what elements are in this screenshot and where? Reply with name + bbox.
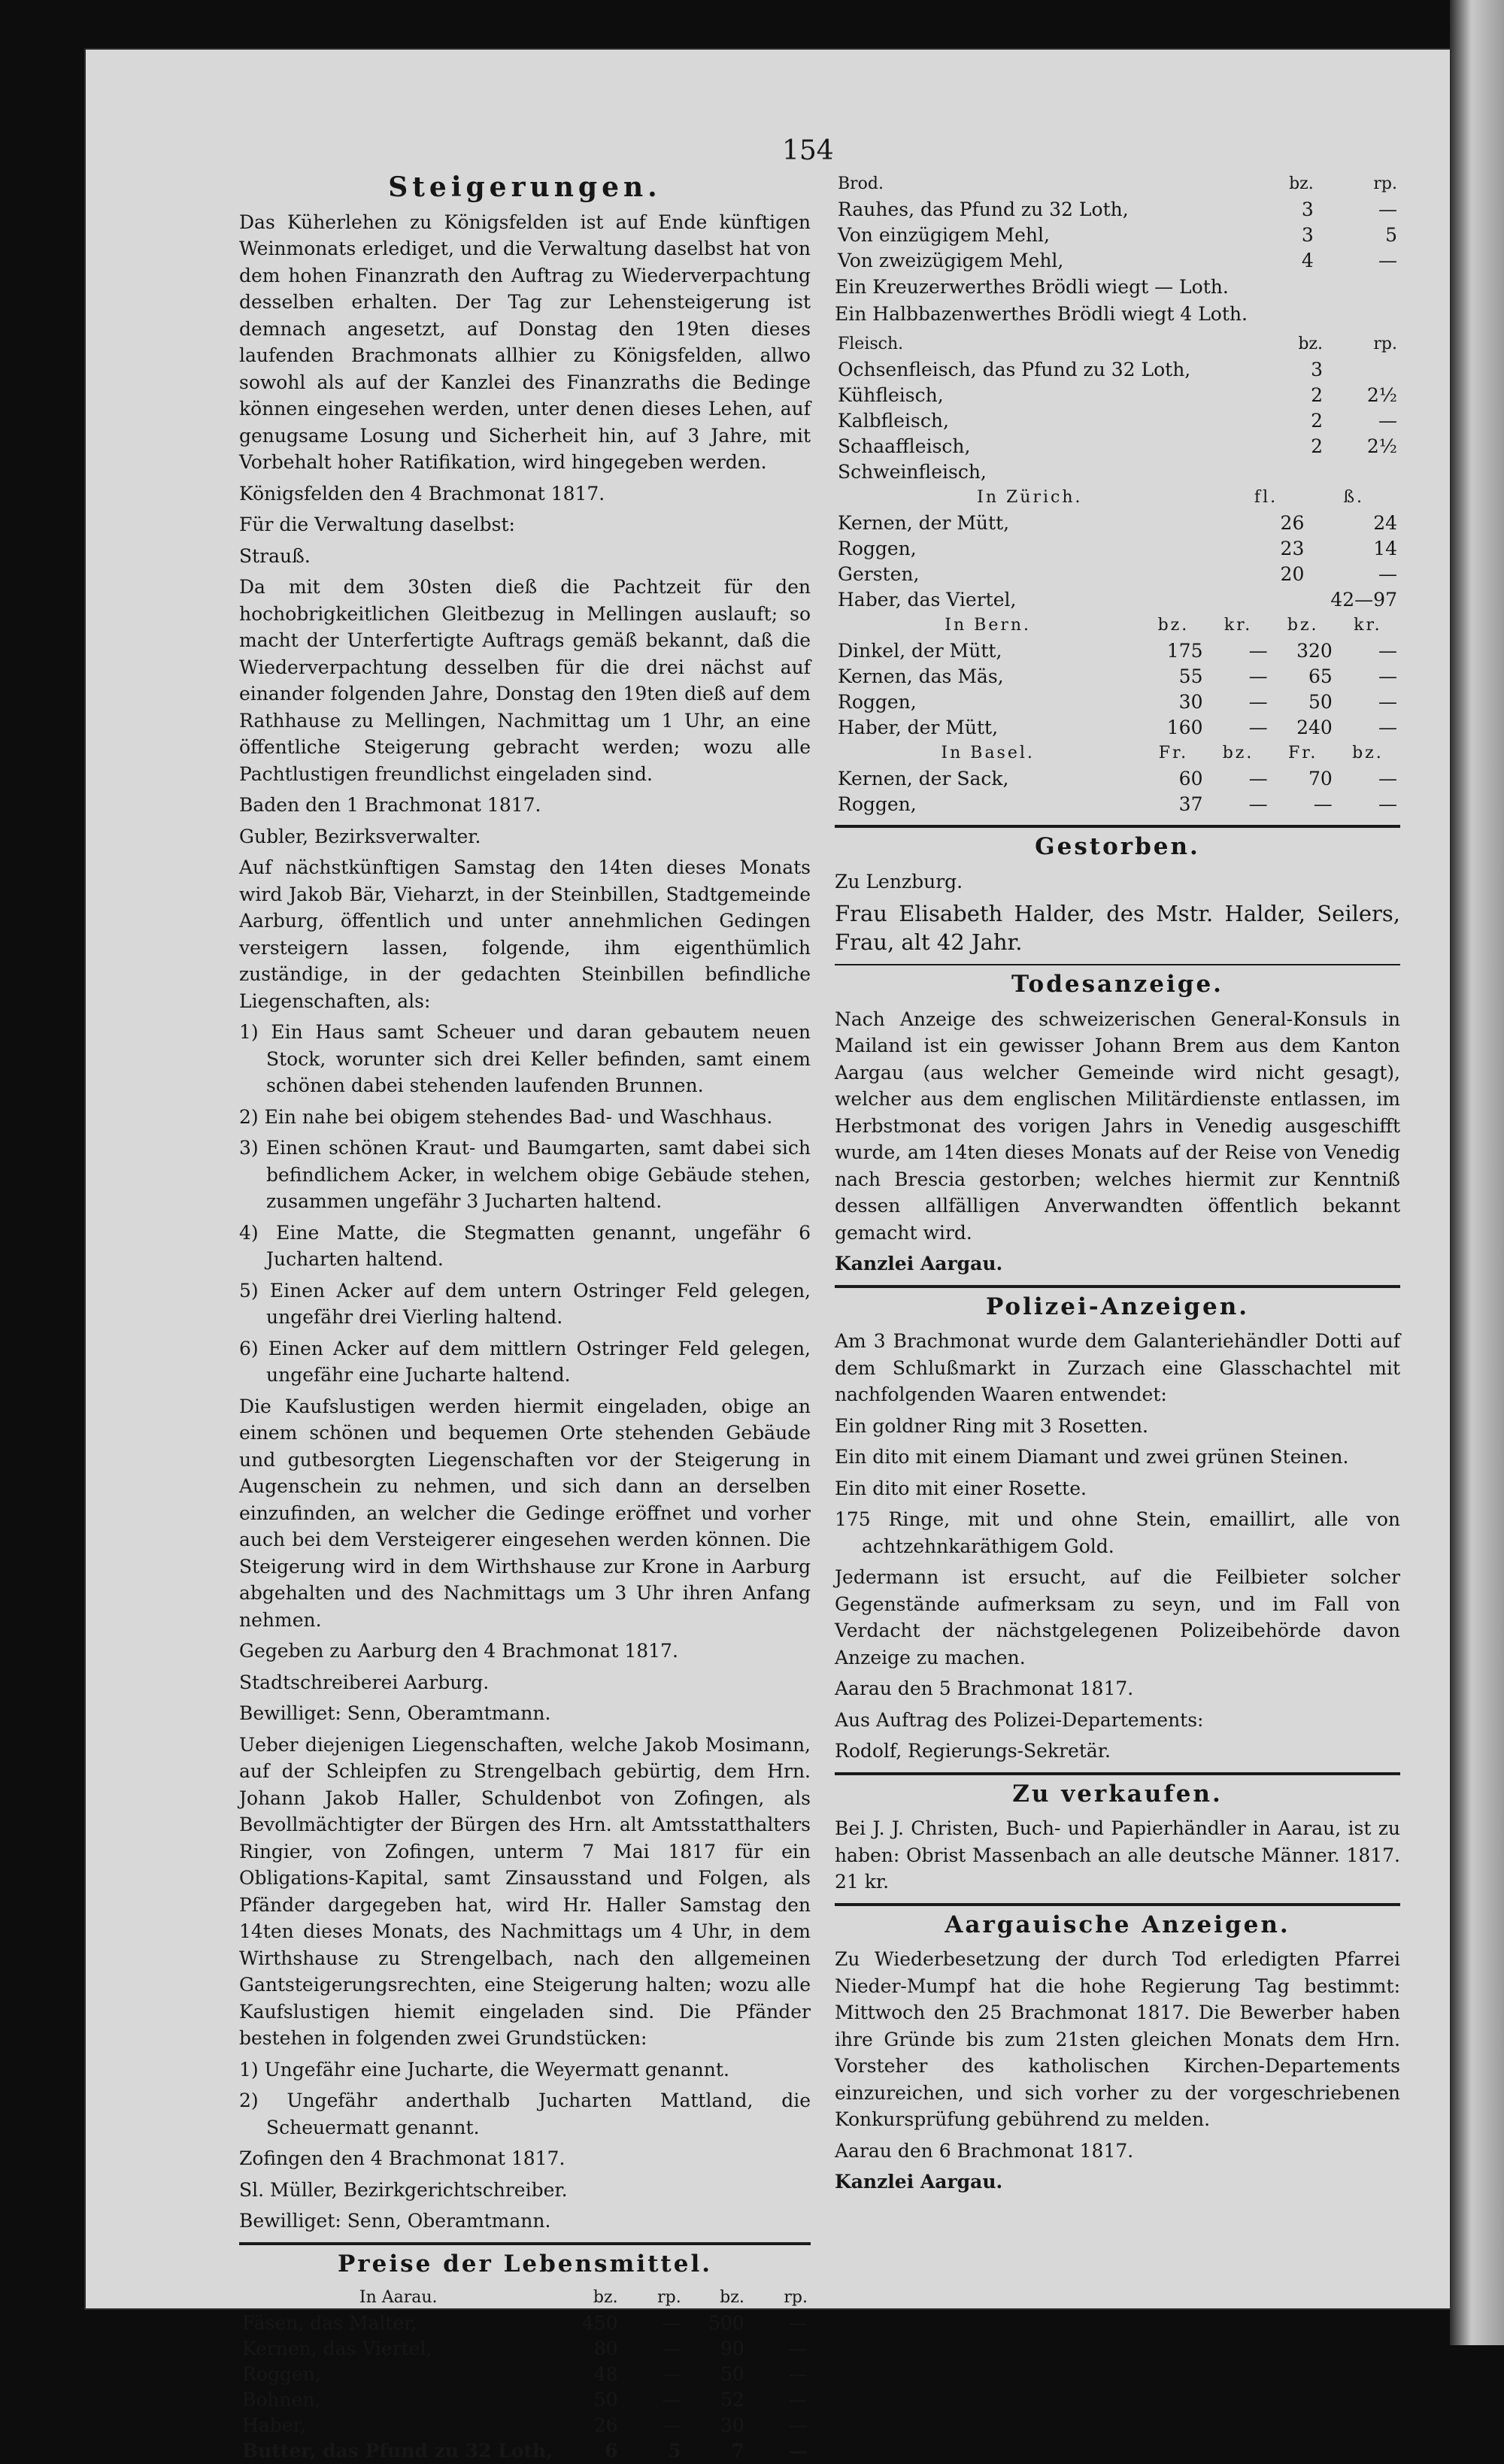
section-title-aargauische: Aargauische Anzeigen. [945,1911,1290,1938]
table-cell: — [1248,640,1268,662]
table-header-row [835,741,1400,766]
table-header-cell: kr. [1354,616,1382,635]
list-item: 2) Ein nahe bei obigem stehendes Bad- und Waschhaus. [239,1105,773,1128]
todesanzeige-text: Nach Anzeige des schweizerischen General-Konsuls in Mailand ist ein gewisser Johann Brem aus dem Kanton Aargau (aus welcher Gemeinde wird nicht gesagt), welcher aus dem englischen Militärdienste entlassen, im Herbstmonat des vorigen Jahrs in Venedig ausgeschifft wurde, am 14ten dieses Monats auf der Reise von Venedig nach Brescia gestorben; welches hiermit zur Kenntniß dessen allfälligen Anverwandten öffentlich bekannt gemacht wird. [835,1008,1400,1244]
section-divider [835,964,1400,965]
table-cell: 2 [1311,384,1324,406]
table-header-cell: bz. [1157,616,1190,635]
table-cell: 3 [1311,359,1324,380]
price-table-bern [835,613,1400,741]
table-cell: 2 [1311,435,1324,457]
brod-weight-line: Ein Halbbazenwerthes Brödli wiegt 4 Loth. [835,302,1248,325]
polizei-sign: Aus Auftrag des Polizei-Departements: [835,1708,1204,1731]
table-cell [1326,357,1400,383]
table-cell: — [1248,793,1268,815]
table-header-cell: Brod. [838,174,884,193]
table-cell: Von zweizügigem Mehl, [838,250,1064,271]
polizei-text: Am 3 Brachmonat wurde dem Galanteriehändler Dotti auf dem Schlußmarkt in Zurzach eine Glasschachtel mit nachfolgenden Waaren entwendet: [835,1330,1400,1405]
list-item: 1) Ungefähr eine Jucharte, die Weyermatt genannt. [239,2058,729,2081]
table-row [835,459,1400,485]
table-cell: — [662,2414,681,2436]
section-title-gestorben: Gestorben. [1035,833,1200,860]
list-item: 3) Einen schönen Kraut- und Baumgarten, samt dabei sich befindlichem Acker, in welchem obige Gebäude stehen, zusammen ungefähr 3 Jucharten haltend. [239,1137,811,1212]
table-cell: 37 [1178,793,1203,815]
table-cell: 30 [720,2414,744,2436]
price-table-aarau [239,2285,811,2464]
table-cell [1326,459,1400,485]
table-cell: 65 [1308,665,1333,687]
table-cell: — [789,2414,808,2436]
price-table-zurich [835,485,1400,613]
section-divider [239,2242,811,2245]
table-cell: — [1248,717,1268,738]
notice-strengelbach-signer: Sl. Müller, Bezirkgerichtschreiber. [239,2178,568,2201]
table-cell: Schweinfleisch, [838,461,987,483]
table-cell: — [1248,665,1268,687]
table-header-cell: rp. [1373,335,1397,353]
table-cell: 500 [708,2312,744,2334]
table-header-cell: Fr. [1158,744,1189,762]
table-row [239,2413,811,2438]
table-cell: — [789,2440,808,2462]
table-cell: 240 [1296,717,1333,738]
table-header-cell: bz. [1352,744,1384,762]
table-cell: — [789,2389,808,2411]
table-cell: Kernen, das Viertel, [242,2338,432,2359]
table-cell: — [1378,563,1397,585]
table-cell: 42—97 [1330,589,1397,611]
table-row [835,357,1400,383]
notice-strengelbach-date: Zofingen den 4 Brachmonat 1817. [239,2147,566,2169]
table-row [835,689,1400,715]
table-header-cell: ß. [1343,488,1365,507]
table-header-cell: kr. [1224,616,1253,635]
table-row [835,766,1400,792]
table-row [239,2438,811,2464]
table-cell: 50 [1308,691,1333,713]
table-cell: — [1378,250,1397,271]
table-cell: — [789,2338,808,2359]
section-title-todesanzeige: Todesanzeige. [1011,971,1224,998]
table-cell: — [789,2363,808,2385]
table-header-row [835,485,1400,511]
notice-koenigsfelden-text: Das Küherlehen zu Königsfelden ist auf Ende künftigen Weinmonats erlediget, und die Verwaltung daselbst hat von dem hohen Finanzrath den Auftrag zu Wiederverpachtung desselben erhalten. Der Tag zur Lehensteigerung ist demnach angesetzt, auf Donstag den 19ten dieses laufenden Brachmonats allhier zu Königsfelden, allwo sowohl als auf der Kanzlei des Finanzraths die Bedinge können eingesehen werden, unter denen dieses Lehen, auf genugsame Losung und Sicherheit hin, auf 3 Jahre, mit Vorbehalt hoher Ratifikation, wird hingegeben werden. [239,211,811,473]
table-cell: — [1378,665,1397,687]
table-cell: 26 [1280,512,1305,534]
notice-aarburg-signer: Stadtschreiberei Aarburg. [239,1671,490,1693]
table-cell: Rauhes, das Pfund zu 32 Loth, [838,199,1129,220]
table-cell: 7 [731,2440,744,2462]
table-cell: Haber, der Mütt, [838,717,999,738]
table-cell: Roggen, [838,793,917,815]
table-cell: 52 [720,2389,744,2411]
table-row [835,197,1400,223]
list-item: 6) Einen Acker auf dem mittlern Ostringer Feld gelegen, ungefähr eine Jucharte haltend. [239,1337,811,1386]
notice-mellingen-date: Baden den 1 Brachmonat 1817. [239,794,541,816]
list-item: 1) Ein Haus samt Scheuer und daran gebautem neuen Stock, worunter sich drei Keller befinden, samt einem schönen dabei stehenden laufenden Brunnen. [239,1021,811,1096]
table-row [239,2387,811,2413]
table-cell: 48 [593,2363,618,2385]
table-cell: 2 [1311,410,1324,432]
notice-koenigsfelden-sign: Für die Verwaltung daselbst: [239,514,515,535]
list-item: Ein goldner Ring mit 3 Rosetten. [835,1414,1148,1437]
table-cell: 55 [1178,665,1203,687]
verkaufen-text: Bei J. J. Christen, Buch- und Papierhändler in Aarau, ist zu haben: Obrist Massenbach an alle deutsche Männer. 1817. 21 kr. [835,1817,1400,1893]
table-row [835,638,1400,664]
table-header-cell: Fleisch. [838,335,904,353]
table-cell: 320 [1296,640,1333,662]
table-cell: — [1378,691,1397,713]
table-header-cell: fl. [1254,488,1278,507]
table-header-row [239,2285,811,2311]
table-cell: 30 [1178,691,1203,713]
notice-aarburg-text: Auf nächstkünftigen Samstag den 14ten dieses Monats wird Jakob Bär, Vieharzt, in der Steinbillen, Stadtgemeinde Aarburg, öffentlich und unter annehmlichen Gedingen versteigern lassen, folgende, ihm eigenthümlich zuständige, in der gedachten Steinbillen befindliche Liegenschaften, als: [239,856,811,1012]
table-cell: 2½ [1366,384,1397,406]
notice-koenigsfelden-signer: Strauß. [239,544,311,567]
table-cell [1225,587,1308,613]
table-cell: — [662,2312,681,2334]
table-row [835,248,1400,274]
table-cell: — [1378,640,1397,662]
table-header-cell: bz. [1287,616,1319,635]
section-title-preise: Preise der Lebensmittel. [337,2250,713,2278]
table-cell: Schaaffleisch, [838,435,971,457]
table-header-row [835,613,1400,638]
table-cell: 23 [1280,538,1305,559]
table-cell: — [1378,793,1397,815]
table-row [835,792,1400,817]
next-page-edge [1450,0,1504,2345]
table-cell: Haber, das Viertel, [838,589,1017,611]
table-cell: 24 [1373,512,1397,534]
table-cell: 4 [1301,250,1314,271]
table-cell: — [1248,691,1268,713]
table-header-cell: rp. [784,2288,808,2307]
table-cell: Kalbfleisch, [838,410,949,432]
table-cell: Bohnen, [242,2389,321,2411]
table-header-cell: bz. [593,2288,618,2307]
price-table-fleisch [835,332,1400,485]
table-cell: — [1378,717,1397,738]
table-cell: Dinkel, der Mütt, [838,640,1002,662]
table-cell: 2½ [1366,435,1397,457]
section-divider [835,1903,1400,1906]
table-row [835,408,1400,434]
page-number: 154 [782,135,834,166]
notice-aarburg-approval: Bewilliget: Senn, Oberamtmann. [239,1702,551,1724]
table-cell: 50 [593,2389,618,2411]
left-column [239,171,811,2464]
table-cell: Roggen, [838,691,917,713]
table-header-cell: In Bern. [945,616,1032,635]
section-divider [835,825,1400,828]
table-header-cell: In Zürich. [977,488,1083,507]
table-cell: Ochsenfleisch, das Pfund zu 32 Loth, [838,359,1191,380]
table-cell: 3 [1301,224,1314,246]
section-title-polizei: Polizei-Anzeigen. [985,1293,1250,1320]
table-cell: 80 [593,2338,618,2359]
notice-strengelbach-approval: Bewilliget: Senn, Oberamtmann. [239,2210,551,2232]
table-header-cell: bz. [1222,744,1254,762]
table-cell: 175 [1166,640,1203,662]
right-column [835,171,1400,2200]
table-row [835,383,1400,408]
table-header-cell: In Aarau. [359,2288,438,2307]
table-header-cell: bz. [1289,174,1314,193]
table-header-cell: rp. [1373,174,1397,193]
table-cell: Butter, das Pfund zu 32 Loth, [242,2440,553,2462]
table-row [835,511,1400,536]
aargau-date: Aarau den 6 Brachmonat 1817. [835,2139,1134,2162]
table-header-cell: Fr. [1288,744,1318,762]
table-cell: — [662,2389,681,2411]
table-row [835,587,1400,613]
table-cell: — [1313,793,1333,815]
table-cell: Kernen, das Mäs, [838,665,1004,687]
table-cell: 70 [1308,768,1333,790]
list-item: 175 Ringe, mit und ohne Stein, emaillirt, alle von achtzehnkaräthigem Gold. [835,1508,1400,1557]
table-cell: 160 [1166,717,1203,738]
polizei-text-2: Jedermann ist ersucht, auf die Feilbieter solcher Gegenstände aufmerksam zu seyn, und im Fall von Verdacht der nächstgelegenen Polizeibehörde davon Anzeige zu machen. [835,1566,1400,1668]
aargau-signer: Kanzlei Aargau. [835,2171,1003,2193]
table-cell: Roggen, [838,538,917,559]
table-cell: Kernen, der Sack, [838,768,1009,790]
death-place: Zu Lenzburg. [835,870,963,893]
price-table-brod [835,171,1400,274]
notice-koenigsfelden-date: Königsfelden den 4 Brachmonat 1817. [239,482,605,505]
table-cell: — [1378,768,1397,790]
table-cell: 26 [593,2414,618,2436]
table-cell: Kernen, der Mütt, [838,512,1010,534]
table-cell: 60 [1178,768,1203,790]
table-cell: 5 [1385,224,1397,246]
table-header-row [835,171,1400,197]
polizei-signer: Rodolf, Regierungs-Sekretär. [835,1740,1111,1762]
section-divider [835,1285,1400,1288]
notice-aarburg-text-2: Die Kaufslustigen werden hiermit eingeladen, obige an einem schönen und bequemen Orte stehenden Gebäude und gutbesorgten Liegenschaften vor der Steigerung in Augenschein zu nehmen, und sich dann an derselben einzufinden, an welcher die Gedinge eröffnet und vorher auch bei dem Versteigerer eingesehen werden können. Die Steigerung wird in dem Wirthshause zur Krone in Aarburg abgehalten und des Nachmittags um 3 Uhr ihren Anfang nehmen. [239,1395,811,1631]
table-row [239,2362,811,2387]
table-cell: 50 [720,2363,744,2385]
brod-weight-line: Ein Kreuzerwerthes Brödli wiegt — Loth. [835,276,1229,298]
table-row [835,536,1400,562]
polizei-date: Aarau den 5 Brachmonat 1817. [835,1678,1134,1699]
section-title-steigerungen: Steigerungen. [388,171,662,203]
section-title-verkaufen: Zu verkaufen. [1012,1780,1223,1808]
table-row [835,223,1400,248]
notice-aarburg-date: Gegeben zu Aarburg den 4 Brachmonat 1817. [239,1640,678,1662]
notice-strengelbach-text: Ueber diejenigen Liegenschaften, welche Jakob Mosimann, auf der Schleipfen zu Strengelbach gebürtig, dem Hrn. Johann Jakob Haller, Schuldenbot von Zofingen, als Bevollmächtigter der Bürgen des Hrn. alt Amtsstatthalters Ringier, von Zofingen, unterm 7 Mai 1817 für ein Obligations-Kapital, samt Zinsausstand und Folgen, als Pfänder dargegeben hat, wird Hr. Haller Samstag den 14ten dieses Monats, des Nachmittags um 4 Uhr, in dem Wirthshause zu Strengelbach, nach den allgemeinen Gantsteigerungsrechten, eine Steigerung halten; wozu alle Kaufslustigen hiemit eingeladen sind. Die Pfänder bestehen in folgenden zwei Grundstücken: [239,1733,811,2049]
table-cell: 14 [1373,538,1397,559]
table-cell: 20 [1280,563,1305,585]
table-header-cell: bz. [720,2288,744,2307]
table-row [835,715,1400,741]
table-header-cell: bz. [1298,335,1324,353]
notice-mellingen-signer: Gubler, Bezirksverwalter. [239,825,481,847]
list-item: Ein dito mit einer Rosette. [835,1477,1087,1499]
table-cell: 3 [1301,199,1314,220]
table-row [835,562,1400,587]
todesanzeige-signer: Kanzlei Aargau. [835,1253,1003,1274]
table-cell: — [662,2338,681,2359]
table-cell: Haber, [242,2414,306,2436]
table-cell: — [1378,410,1397,432]
list-item: 2) Ungefähr anderthalb Jucharten Mattland, die Scheuermatt genannt. [239,2090,811,2138]
table-cell: — [1248,768,1268,790]
table-cell: 5 [668,2440,681,2462]
death-notice: Frau Elisabeth Halder, des Mstr. Halder, Seilers, Frau, alt 42 Jahr. [835,901,1400,955]
table-cell: Roggen, [242,2363,321,2385]
table-cell: Fäsen, das Malter, [242,2312,417,2334]
notice-mellingen-text: Da mit dem 30sten dieß die Pachtzeit für den hochobrigkeitlichen Gleitbezug in Mellingen auslauft; so macht der Unterfertigte Auftrags gemäß bekannt, daß die Wiederverpachtung desselben für die drei nächst auf einander folgenden Jahre, Donstag den 19ten dieß auf dem Rathhause zu Mellingen, Nachmittag um 1 Uhr, an eine öffentliche Steigerung gebracht werden; wozu alle Pachtlustigen freundlichst eingeladen sind. [239,576,811,785]
list-item: 4) Eine Matte, die Stegmatten genannt, ungefähr 6 Jucharten haltend. [239,1221,811,1270]
table-row [239,2336,811,2362]
table-row [835,434,1400,459]
table-row [239,2311,811,2336]
table-cell: Von einzügigem Mehl, [838,224,1050,246]
aargau-text: Zu Wiederbesetzung der durch Tod erledigten Pfarrei Nieder-Mumpf hat die hohe Regierung Tag bestimmt: Mittwoch den 25 Brachmonat 1817. Die Bewerber haben ihre Gründe bis zum 21sten gleichen Monats dem Hrn. Vorsteher des katholischen Kirchen-Departements einzureichen, und sich vorher zu der vorgeschriebenen Konkursprüfung gebührend zu melden. [835,1948,1400,2130]
list-item: Ein dito mit einem Diamant und zwei grünen Steinen. [835,1446,1349,1468]
table-header-row [835,332,1400,357]
table-cell: — [1378,199,1397,220]
table-header-cell: In Basel. [941,744,1035,762]
table-cell: Gersten, [838,563,920,585]
table-cell [1251,459,1326,485]
table-cell: Kühfleisch, [838,384,944,406]
price-table-basel [835,741,1400,817]
table-cell: 450 [581,2312,618,2334]
table-cell: — [662,2363,681,2385]
table-cell: — [789,2312,808,2334]
table-row [835,664,1400,689]
table-cell: 6 [605,2440,618,2462]
table-cell: 90 [720,2338,744,2359]
table-header-cell: rp. [657,2288,681,2307]
list-item: 5) Einen Acker auf dem untern Ostringer Feld gelegen, ungefähr drei Vierling haltend. [239,1279,811,1328]
section-divider [835,1772,1400,1775]
